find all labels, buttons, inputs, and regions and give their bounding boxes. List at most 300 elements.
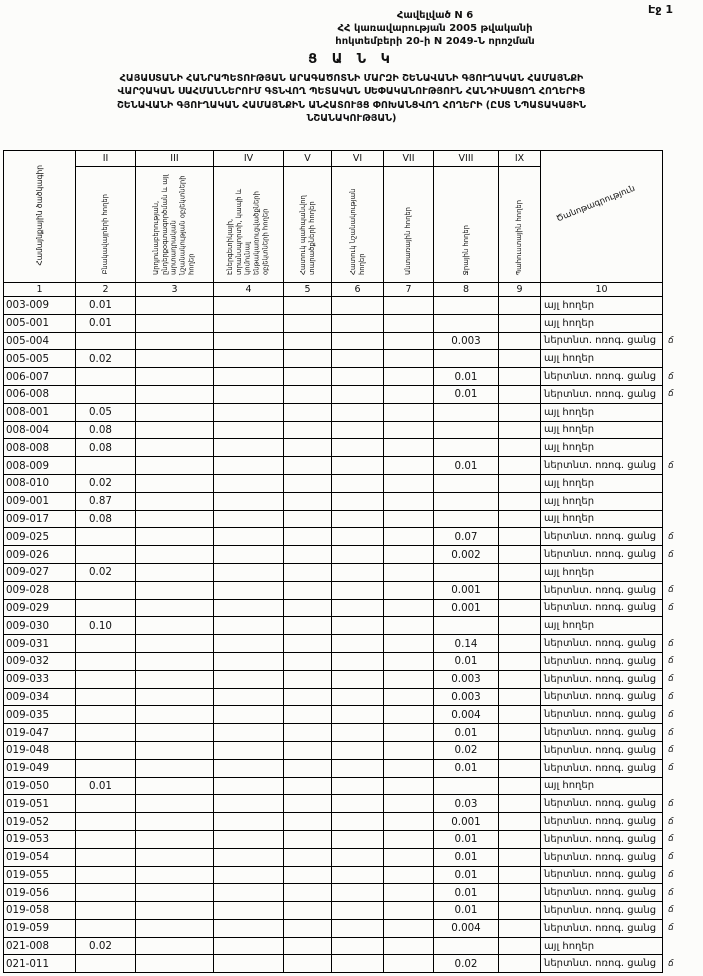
cell-water: 0.07	[434, 528, 499, 546]
cell-forest	[384, 314, 434, 332]
cell-energy-transport	[214, 830, 284, 848]
table-row	[4, 955, 703, 973]
col-number: 10	[541, 283, 663, 297]
cell-energy-transport	[214, 332, 284, 350]
cell-reserve	[499, 902, 541, 920]
cell-special-purpose	[332, 902, 384, 920]
cell-residential	[76, 546, 136, 564]
cell-note: այլ հողեր	[541, 474, 663, 492]
cell-special-purpose	[332, 919, 384, 937]
cell-residential	[76, 670, 136, 688]
cell-protected-areas	[284, 350, 332, 368]
handwritten-margin-mark: ճ	[668, 816, 674, 827]
handwritten-margin-mark: ճ	[668, 585, 674, 596]
cell-reserve	[499, 795, 541, 813]
cell-special-purpose	[332, 759, 384, 777]
cell-reserve	[499, 813, 541, 831]
handwritten-margin-mark: ճ	[668, 674, 674, 685]
cell-forest	[384, 741, 434, 759]
cell-water	[434, 492, 499, 510]
cell-protected-areas	[284, 955, 332, 973]
table-row	[4, 741, 703, 759]
cell-protected-areas	[284, 368, 332, 386]
table-row	[4, 795, 703, 813]
cell-industrial	[136, 421, 214, 439]
cell-code: 009-001	[4, 492, 76, 510]
cell-energy-transport	[214, 759, 284, 777]
col-header-special-purpose	[332, 167, 384, 283]
cell-note: ներտնտ. ոռոգ. ցանց	[541, 724, 663, 742]
cell-industrial	[136, 866, 214, 884]
cell-forest	[384, 617, 434, 635]
cell-energy-transport	[214, 350, 284, 368]
cell-industrial	[136, 474, 214, 492]
page-number: Էջ 1	[648, 3, 673, 16]
cell-reserve	[499, 385, 541, 403]
cell-energy-transport	[214, 741, 284, 759]
cell-energy-transport	[214, 563, 284, 581]
cell-special-purpose	[332, 332, 384, 350]
handwritten-margin-mark: ճ	[668, 371, 674, 382]
cell-water: 0.01	[434, 884, 499, 902]
cell-special-purpose	[332, 813, 384, 831]
cell-energy-transport	[214, 439, 284, 457]
cell-note: ներտնտ. ոռոգ. ցանց	[541, 385, 663, 403]
cell-special-purpose	[332, 652, 384, 670]
cell-energy-transport	[214, 368, 284, 386]
handwritten-margin-mark: ճ	[668, 460, 674, 471]
cell-code: 021-011	[4, 955, 76, 973]
cell-special-purpose	[332, 884, 384, 902]
col-header-industrial-label: Արդյունաբերության, ընդերքօգտագործման և այլ արտադրական նշանակության օբյեկտների հողեր	[152, 174, 196, 275]
cell-industrial	[136, 385, 214, 403]
cell-energy-transport	[214, 688, 284, 706]
cell-energy-transport	[214, 955, 284, 973]
cell-forest	[384, 492, 434, 510]
cell-reserve	[499, 741, 541, 759]
cell-reserve	[499, 724, 541, 742]
table-row	[4, 706, 703, 724]
cell-residential	[76, 385, 136, 403]
cell-reserve	[499, 563, 541, 581]
cell-forest	[384, 385, 434, 403]
cell-forest	[384, 813, 434, 831]
roman-numeral-vi: VI	[332, 151, 384, 167]
cell-energy-transport	[214, 457, 284, 475]
cell-note: ներտնտ. ոռոգ. ցանց	[541, 813, 663, 831]
cell-energy-transport	[214, 724, 284, 742]
appendix-decision-line2: հոկտեմբերի 20-ի N 2049-Ն որոշման	[335, 36, 535, 47]
cell-note: այլ հողեր	[541, 403, 663, 421]
table-row	[4, 581, 703, 599]
appendix-title: Հավելված N 6	[396, 10, 474, 21]
cell-industrial	[136, 350, 214, 368]
cell-water: 0.004	[434, 706, 499, 724]
cell-protected-areas	[284, 848, 332, 866]
table-row	[4, 759, 703, 777]
cell-water	[434, 350, 499, 368]
cell-special-purpose	[332, 617, 384, 635]
col-number: 1	[4, 283, 76, 297]
cell-water: 0.02	[434, 741, 499, 759]
cell-forest	[384, 777, 434, 795]
cell-note: ներտնտ. ոռոգ. ցանց	[541, 830, 663, 848]
cell-energy-transport	[214, 813, 284, 831]
cell-forest	[384, 866, 434, 884]
cell-residential	[76, 830, 136, 848]
cell-residential	[76, 759, 136, 777]
cell-water: 0.02	[434, 955, 499, 973]
cell-residential	[76, 848, 136, 866]
cell-forest	[384, 795, 434, 813]
cell-special-purpose	[332, 457, 384, 475]
cell-note: ներտնտ. ոռոգ. ցանց	[541, 332, 663, 350]
cell-reserve	[499, 332, 541, 350]
handwritten-margin-mark: ճ	[668, 852, 674, 863]
table-row	[4, 724, 703, 742]
cell-code: 019-053	[4, 830, 76, 848]
table-row	[4, 332, 703, 350]
cell-energy-transport	[214, 795, 284, 813]
handwritten-margin-mark: ճ	[668, 905, 674, 916]
cell-reserve	[499, 350, 541, 368]
handwritten-margin-mark: ճ	[668, 602, 674, 613]
cell-energy-transport	[214, 884, 284, 902]
cell-forest	[384, 546, 434, 564]
cell-forest	[384, 457, 434, 475]
cell-water: 0.003	[434, 688, 499, 706]
cell-water: 0.01	[434, 457, 499, 475]
table-row	[4, 474, 703, 492]
appendix-block	[300, 9, 570, 48]
cell-industrial	[136, 528, 214, 546]
cell-special-purpose	[332, 510, 384, 528]
cell-residential	[76, 706, 136, 724]
cell-residential	[76, 457, 136, 475]
cell-code: 009-032	[4, 652, 76, 670]
cell-forest	[384, 350, 434, 368]
cell-special-purpose	[332, 528, 384, 546]
col-header-reserve	[499, 167, 541, 283]
subtitle-line: ՇԵՆԱՎԱՆԻ ԳՅՈՒՂԱԿԱՆ ՀԱՄԱՅՆՔԻՆ ԱՆՀԱՏՈՒՅՑ ՓՈԽԱՆՑՎՈՂ ՀՈՂԵՐԻ (ԸՍՏ ՆՊԱՏԱԿԱՅԻՆ	[116, 99, 587, 111]
col-header-protected-areas	[284, 167, 332, 283]
cell-forest	[384, 421, 434, 439]
cell-residential: 0.02	[76, 350, 136, 368]
cell-water	[434, 403, 499, 421]
cell-special-purpose	[332, 297, 384, 315]
cell-code: 019-055	[4, 866, 76, 884]
cell-water: 0.001	[434, 599, 499, 617]
cell-special-purpose	[332, 955, 384, 973]
cell-industrial	[136, 314, 214, 332]
roman-numeral-ix: IX	[499, 151, 541, 167]
cell-protected-areas	[284, 813, 332, 831]
cell-protected-areas	[284, 670, 332, 688]
cell-forest	[384, 670, 434, 688]
cell-industrial	[136, 741, 214, 759]
cell-note: այլ հողեր	[541, 617, 663, 635]
cell-water: 0.01	[434, 848, 499, 866]
cell-code: 005-004	[4, 332, 76, 350]
cell-code: 005-005	[4, 350, 76, 368]
cell-special-purpose	[332, 670, 384, 688]
cell-note: այլ հողեր	[541, 937, 663, 955]
cell-residential: 0.08	[76, 439, 136, 457]
handwritten-margin-mark: ճ	[668, 923, 674, 934]
table-row	[4, 902, 703, 920]
cell-note: ներտնտ. ոռոգ. ցանց	[541, 955, 663, 973]
cell-special-purpose	[332, 403, 384, 421]
cell-energy-transport	[214, 403, 284, 421]
cell-protected-areas	[284, 297, 332, 315]
cell-note: ներտնտ. ոռոգ. ցանց	[541, 457, 663, 475]
cell-reserve	[499, 652, 541, 670]
cell-protected-areas	[284, 457, 332, 475]
cell-special-purpose	[332, 492, 384, 510]
cell-industrial	[136, 635, 214, 653]
handwritten-margin-mark: ճ	[668, 763, 674, 774]
cell-code: 019-051	[4, 795, 76, 813]
cell-reserve	[499, 599, 541, 617]
cell-water	[434, 937, 499, 955]
cell-note: այլ հողեր	[541, 350, 663, 368]
table-row	[4, 439, 703, 457]
cell-protected-areas	[284, 884, 332, 902]
table-row	[4, 457, 703, 475]
cell-protected-areas	[284, 474, 332, 492]
cell-energy-transport	[214, 652, 284, 670]
cell-water: 0.01	[434, 724, 499, 742]
subtitle-line: ՎԱՐՉԱԿԱՆ ՍԱՀՄԱՆՆԵՐՈՒՄ ԳՏՆՎՈՂ ՊԵՏԱԿԱՆ ՍԵՓԱԿԱՆՈՒԹՅՈՒՆ ՀԱՆԴԻՍԱՑՈՂ ՀՈՂԵՐԻՑ	[117, 86, 586, 98]
handwritten-margin-mark	[663, 937, 703, 955]
cell-residential	[76, 581, 136, 599]
roman-numeral-row	[4, 151, 703, 167]
cell-forest	[384, 563, 434, 581]
cell-energy-transport	[214, 492, 284, 510]
cell-water: 0.01	[434, 830, 499, 848]
cell-reserve	[499, 421, 541, 439]
cell-special-purpose	[332, 368, 384, 386]
table-row	[4, 403, 703, 421]
table-row	[4, 777, 703, 795]
cell-forest	[384, 706, 434, 724]
cell-note: ներտնտ. ոռոգ. ցանց	[541, 652, 663, 670]
col-header-forest	[384, 167, 434, 283]
cell-protected-areas	[284, 866, 332, 884]
cell-forest	[384, 581, 434, 599]
cell-residential	[76, 599, 136, 617]
cell-residential	[76, 741, 136, 759]
cell-code: 009-026	[4, 546, 76, 564]
cell-forest	[384, 332, 434, 350]
cell-code: 009-033	[4, 670, 76, 688]
cell-industrial	[136, 457, 214, 475]
cell-forest	[384, 937, 434, 955]
cell-code: 019-058	[4, 902, 76, 920]
cell-forest	[384, 955, 434, 973]
cell-code: 008-004	[4, 421, 76, 439]
cell-residential	[76, 884, 136, 902]
cell-residential	[76, 795, 136, 813]
cell-code: 008-009	[4, 457, 76, 475]
cell-industrial	[136, 706, 214, 724]
cell-protected-areas	[284, 528, 332, 546]
cell-note: այլ հողեր	[541, 439, 663, 457]
cell-energy-transport	[214, 314, 284, 332]
cell-water: 0.001	[434, 813, 499, 831]
cell-special-purpose	[332, 830, 384, 848]
land-table	[3, 150, 703, 973]
cell-note: ներտնտ. ոռոգ. ցանց	[541, 599, 663, 617]
cell-residential: 0.02	[76, 937, 136, 955]
handwritten-margin-mark: ճ	[668, 638, 674, 649]
cell-residential	[76, 866, 136, 884]
cell-residential	[76, 688, 136, 706]
cell-code: 021-008	[4, 937, 76, 955]
cell-residential: 0.01	[76, 297, 136, 315]
cell-note: այլ հողեր	[541, 314, 663, 332]
handwritten-margin-mark: ճ	[668, 887, 674, 898]
cell-code: 009-029	[4, 599, 76, 617]
roman-numeral-iii: III	[136, 151, 214, 167]
cell-protected-areas	[284, 563, 332, 581]
handwritten-margin-mark: ճ	[668, 389, 674, 400]
table-row	[4, 350, 703, 368]
cell-code: 019-059	[4, 919, 76, 937]
col-header-special-purpose-label: Հատուկ նշանակության հողեր	[348, 188, 366, 275]
cell-energy-transport	[214, 777, 284, 795]
margin-column	[663, 151, 703, 297]
cell-protected-areas	[284, 902, 332, 920]
cell-energy-transport	[214, 599, 284, 617]
cell-special-purpose	[332, 546, 384, 564]
roman-numeral-vii: VII	[384, 151, 434, 167]
table-row	[4, 492, 703, 510]
cell-special-purpose	[332, 706, 384, 724]
cell-protected-areas	[284, 724, 332, 742]
cell-forest	[384, 528, 434, 546]
cell-special-purpose	[332, 421, 384, 439]
table-row	[4, 830, 703, 848]
table-row	[4, 421, 703, 439]
cell-residential: 0.05	[76, 403, 136, 421]
handwritten-margin-mark	[663, 510, 703, 528]
table-row	[4, 884, 703, 902]
cell-special-purpose	[332, 724, 384, 742]
cell-residential	[76, 528, 136, 546]
cell-protected-areas	[284, 759, 332, 777]
cell-energy-transport	[214, 474, 284, 492]
cell-reserve	[499, 528, 541, 546]
cell-note: այլ հողեր	[541, 563, 663, 581]
handwritten-margin-mark: ճ	[668, 709, 674, 720]
table-row	[4, 652, 703, 670]
cell-code: 006-008	[4, 385, 76, 403]
col-number: 4	[214, 283, 284, 297]
cell-code: 019-047	[4, 724, 76, 742]
cell-forest	[384, 830, 434, 848]
cell-reserve	[499, 474, 541, 492]
cell-note: ներտնտ. ոռոգ. ցանց	[541, 866, 663, 884]
cell-industrial	[136, 884, 214, 902]
col-number: 2	[76, 283, 136, 297]
col-number: 7	[384, 283, 434, 297]
cell-reserve	[499, 546, 541, 564]
col-header-forest-label: Անտառային հողեր	[404, 207, 413, 275]
handwritten-margin-mark	[663, 314, 703, 332]
cell-industrial	[136, 563, 214, 581]
cell-protected-areas	[284, 581, 332, 599]
cell-energy-transport	[214, 866, 284, 884]
handwritten-margin-mark: ճ	[668, 335, 674, 346]
cell-energy-transport	[214, 706, 284, 724]
cell-protected-areas	[284, 510, 332, 528]
cell-special-purpose	[332, 741, 384, 759]
cell-reserve	[499, 581, 541, 599]
cell-protected-areas	[284, 706, 332, 724]
cell-industrial	[136, 403, 214, 421]
cell-residential	[76, 902, 136, 920]
cell-residential	[76, 652, 136, 670]
cell-note: ներտնտ. ոռոգ. ցանց	[541, 635, 663, 653]
cell-reserve	[499, 706, 541, 724]
cell-industrial	[136, 919, 214, 937]
cell-industrial	[136, 368, 214, 386]
cell-water: 0.003	[434, 670, 499, 688]
cell-reserve	[499, 830, 541, 848]
cell-note: այլ հողեր	[541, 510, 663, 528]
table-row	[4, 937, 703, 955]
cell-industrial	[136, 830, 214, 848]
cell-residential	[76, 635, 136, 653]
cell-residential	[76, 368, 136, 386]
cell-reserve	[499, 439, 541, 457]
cell-special-purpose	[332, 474, 384, 492]
cell-industrial	[136, 759, 214, 777]
cell-code: 009-028	[4, 581, 76, 599]
cell-note: ներտնտ. ոռոգ. ցանց	[541, 902, 663, 920]
cell-reserve	[499, 403, 541, 421]
cell-water	[434, 474, 499, 492]
cell-energy-transport	[214, 581, 284, 599]
cell-protected-areas	[284, 741, 332, 759]
col-header-industrial	[136, 167, 214, 283]
cell-reserve	[499, 937, 541, 955]
cell-water: 0.01	[434, 902, 499, 920]
cell-special-purpose	[332, 439, 384, 457]
cell-protected-areas	[284, 617, 332, 635]
handwritten-margin-mark: ճ	[668, 834, 674, 845]
cell-protected-areas	[284, 830, 332, 848]
doc-title: Ց Ա Ն Կ	[308, 52, 395, 67]
cell-code: 009-025	[4, 528, 76, 546]
col-header-protected-areas-label: Հատուկ պահպանվող տարածքների հողեր	[298, 195, 316, 275]
cell-code: 008-001	[4, 403, 76, 421]
cell-reserve	[499, 955, 541, 973]
cell-reserve	[499, 866, 541, 884]
cell-forest	[384, 688, 434, 706]
table-row	[4, 528, 703, 546]
cell-industrial	[136, 510, 214, 528]
cell-industrial	[136, 688, 214, 706]
cell-forest	[384, 759, 434, 777]
cell-energy-transport	[214, 528, 284, 546]
col-number: 5	[284, 283, 332, 297]
cell-water: 0.01	[434, 385, 499, 403]
cell-protected-areas	[284, 919, 332, 937]
cell-energy-transport	[214, 919, 284, 937]
cell-forest	[384, 724, 434, 742]
